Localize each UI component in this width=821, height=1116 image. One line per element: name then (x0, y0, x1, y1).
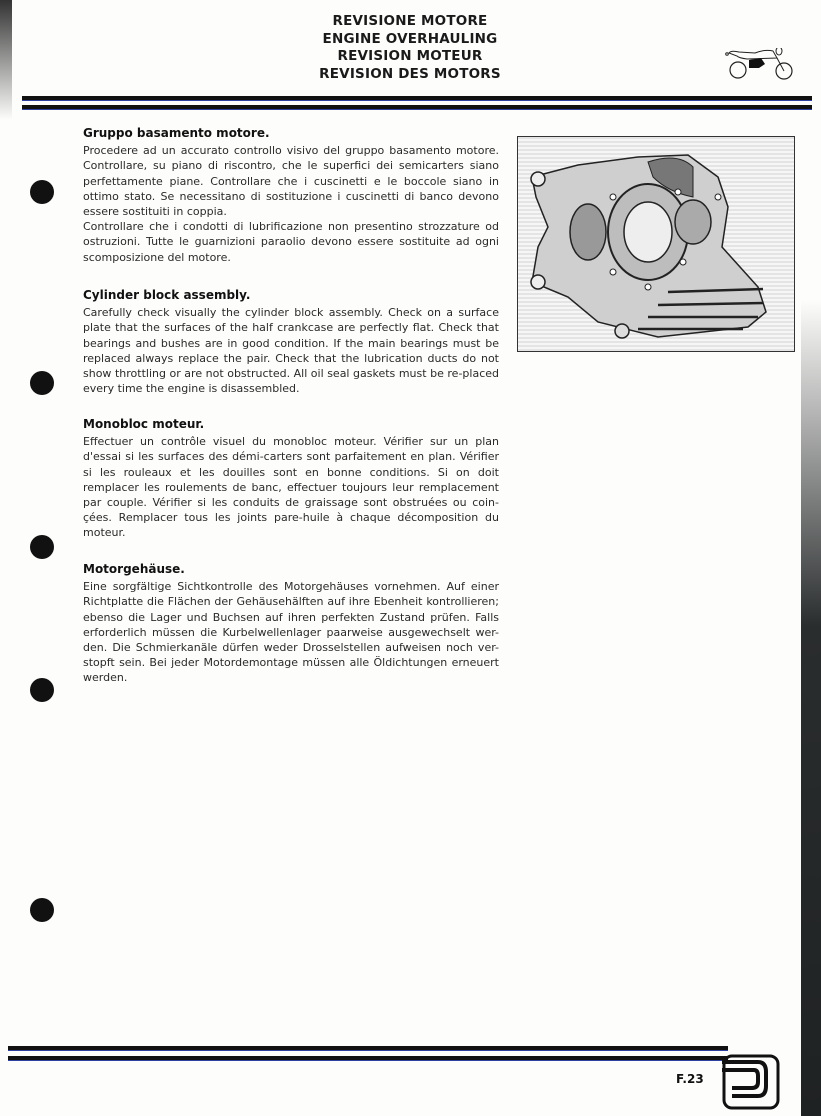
section-paragraph: Procedere ad un accurato controllo visivo del gruppo basamento motore. Controllare, su piano di riscontro, che le superfici dei semicarters siano perfettamente piane. Controllare che i cuscinetti e le boccole siano in ottimo stato. Se necessitano di sostituzione i cuscinetti di banco devono essere sostituiti in coppia. (83, 144, 499, 219)
engine-crankcase-drawing (518, 137, 794, 351)
page-header (260, 13, 560, 83)
section-german (83, 562, 499, 686)
section-paragraph: Effectuer un contrôle visuel du monobloc moteur. Vérifier sur un plan d'essai si les surfaces des démi-carters sont parfaitement en plan. Vérifier si les rouleaux et les douilles sont en bonne conditions. Si on doit remplacer les roulements de banc, effectuer toujours leur remplacement par couple. Vérifier si les conduits de graissage sont obstruées ou coin-çées. Remplacer tous les joints pare-huile à chaque décomposition du moteur. (83, 435, 499, 540)
motorcycle-icon (725, 48, 795, 80)
section-paragraph: Controllare che i condotti di lubrificazione non presentino strozzature od ostruzioni. Tutte le guarnizioni paraolio devono essere sostituite ad ogni scomposizione del motore. (83, 220, 499, 264)
section-heading: Cylinder block assembly. (83, 288, 251, 302)
section-italian (83, 126, 499, 265)
title-italian: REVISIONE MOTORE (332, 13, 488, 29)
section-paragraph: Carefully check visually the cylinder block assembly. Check on a surface plate that the surfaces of the half crankcase are perfectly flat. Check that bearings and bushes are in good condition. If the main bearings must be replaced always replace the pair. Check that the lubrication ducts do not show throttling or are not obstructed. All oil seal gaskets must be re-placed every time the engine is disassembled. (83, 306, 499, 396)
binder-hole (30, 898, 54, 922)
header-rule-bottom (22, 105, 812, 110)
brand-logo (722, 1054, 780, 1110)
crankcase-illustration (517, 136, 795, 352)
binder-hole (30, 678, 54, 702)
binder-hole (30, 371, 54, 395)
section-heading: Gruppo basamento motore. (83, 126, 270, 140)
scan-edge-left (0, 0, 12, 120)
title-english: ENGINE OVERHAULING (322, 30, 498, 47)
section-paragraph: Eine sorgfältige Sichtkontrolle des Motorgehäuses vornehmen. Auf einer Richtplatte die Flächen der Gehäusehälften auf ihre Ebenheit kontrollieren; ebenso die Lager und Buchsen auf ihren perfekten Zustand prüfen. Falls erforderlich müssen die Kurbelwellenlager paarweise ausgewechselt wer-den. Die Schmierkanäle dürfen weder Drosselstellen aufweisen noch ver-stopft sein. Bei jeder Motordemontage müssen alle Öldichtungen erneuert werden. (83, 580, 499, 685)
section-english (83, 288, 499, 396)
footer-rule-bottom (8, 1056, 728, 1061)
section-heading: Motorgehäuse. (83, 562, 185, 576)
title-french: REVISION MOTEUR (337, 48, 483, 64)
section-heading: Monobloc moteur. (83, 417, 205, 431)
scan-edge-right (801, 300, 821, 1116)
title-german: REVISION DES MOTORS (319, 65, 501, 82)
section-french (83, 417, 499, 541)
binder-hole (30, 180, 54, 204)
footer-rule-top (8, 1046, 728, 1051)
page-number: F.23 (676, 1072, 704, 1086)
binder-hole (30, 535, 54, 559)
header-rule-top (22, 96, 812, 101)
